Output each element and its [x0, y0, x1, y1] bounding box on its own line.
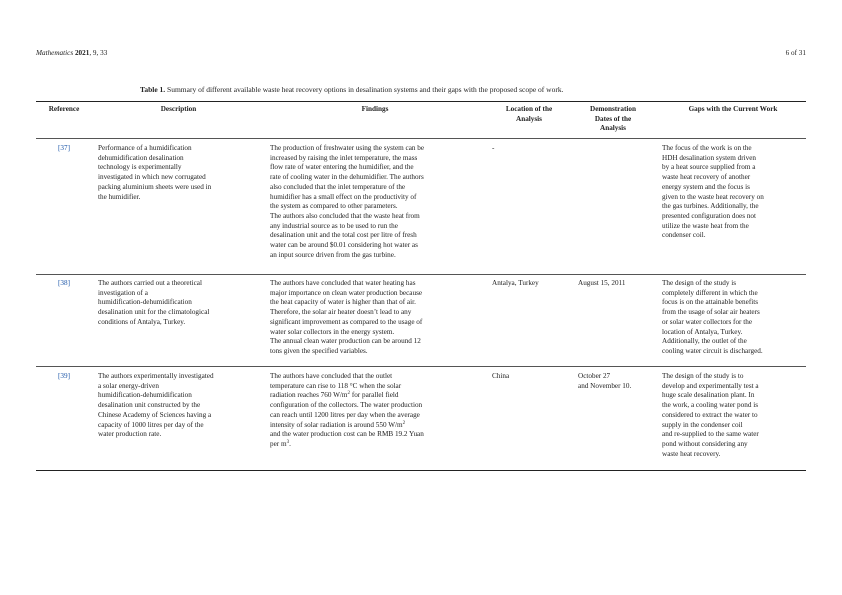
- journal-year: 2021: [74, 49, 90, 57]
- header-dates: Demonstration Dates of the Analysis: [590, 105, 636, 133]
- description-cell: The authors experimentally investigated a solar energy-driven humidification-dehumidification desalination unit constructed by the Chinese Academy of Sciences having a capacity of 1000 litres per day of the water production rate.: [98, 372, 214, 439]
- location-cell: -: [492, 144, 495, 152]
- header-gaps: Gaps with the Current Work: [688, 105, 778, 113]
- journal-volume: , 9, 33: [89, 49, 108, 57]
- description-cell: The authors carried out a theoretical investigation of a humidification-dehumidification desalination unit for the climatological conditions of Antalya, Turkey.: [98, 279, 210, 326]
- superscript: 3: [286, 439, 290, 445]
- reference-link[interactable]: [38]: [58, 279, 70, 287]
- header-reference: Reference: [48, 105, 80, 113]
- dates-cell: October 27 and November 10.: [578, 372, 632, 390]
- journal-citation: [36, 49, 107, 57]
- header-rule: [36, 138, 806, 139]
- reference-link[interactable]: [37]: [58, 144, 70, 152]
- location-cell: China: [492, 372, 510, 380]
- dates-cell: August 15, 2011: [578, 279, 626, 287]
- header-location: Location of the Analysis: [505, 105, 553, 123]
- header-findings: Findings: [361, 105, 389, 113]
- findings-cell: The authors have concluded that the outlet temperature can rise to 118 °C when the solar radiation reaches 760 $W/m^2$ for parallel field configuration of the collectors. The water production can reach until 1200 litres per day when the average intensity of solar radiation is around 550 $W/m^2$ and the water production cost can be RMB 19.2 Yuan per $m^3$.: [270, 372, 424, 448]
- row-rule: [36, 366, 806, 367]
- caption-label: Table 1.: [140, 85, 166, 94]
- gaps-cell: The design of the study is completely different in which the focus is on the attainable benefits from the usage of solar air heaters or solar water collectors for the location of Antalya, Turkey. Additionally, the outlet of the cooling water circuit is discharged.: [662, 279, 763, 355]
- location-cell: Antalya, Turkey: [492, 279, 539, 287]
- gaps-cell: The focus of the work is on the HDH desalination system driven by a heat source supplied from a waste heat recovery of another energy system and the focus is given to the waste heat recovery on the gas turbines. Additionally, the presented configuration does not utilize the waste heat from the condenser coil.: [662, 144, 764, 240]
- description-cell: Performance of a humidification dehumidification desalination technology is experimentally investigated in which new corrugated packing aluminium sheets were used in the humidifier.: [98, 144, 212, 201]
- gaps-cell: The design of the study is to develop and experimentally test a huge scale desalination plant. In the work, a cooling water pond is considered to extract the water to supply in the condenser coil and re-supplied to the same water pond without considering any waste heat recovery.: [662, 372, 759, 458]
- caption-text: Summary of different available waste heat recovery options in desalination systems and their gaps with the proposed scope of work.: [165, 85, 564, 94]
- superscript: 2: [347, 391, 351, 397]
- table-caption: [140, 85, 720, 94]
- page-number: 6 of 31: [785, 49, 806, 57]
- superscript: 2: [402, 420, 406, 426]
- header-description: Description: [160, 105, 197, 113]
- journal-name: Mathematics: [36, 49, 74, 57]
- findings-cell: The production of freshwater using the system can be increased by raising the inlet temperature, the mass flow rate of water entering the humidifier, and the rate of cooling water in the dehumidifier. The authors also concluded that the inlet temperature of the humidifier has a small effect on the productivity of the system as compared to other parameters. The authors also concluded that the waste heat from any industrial source as to be used to run the desalination unit and the total cost per litre of fresh water can be around $0.01 considering hot water as an input source driven from the gas turbine.: [270, 144, 425, 259]
- table-bottom-rule: [36, 470, 806, 471]
- reference-link[interactable]: [39]: [58, 372, 70, 380]
- table-top-rule: [36, 101, 806, 102]
- row-rule: [36, 274, 806, 275]
- findings-cell: The authors have concluded that water heating has major importance on clean water production because the heat capacity of water is higher than that of air. Therefore, the solar air heater doesn’t lead to any significant improvement as compared to the usage of water solar collectors in the energy system. The annual clean water production can be around 12 tons given the specified variables.: [270, 279, 423, 355]
